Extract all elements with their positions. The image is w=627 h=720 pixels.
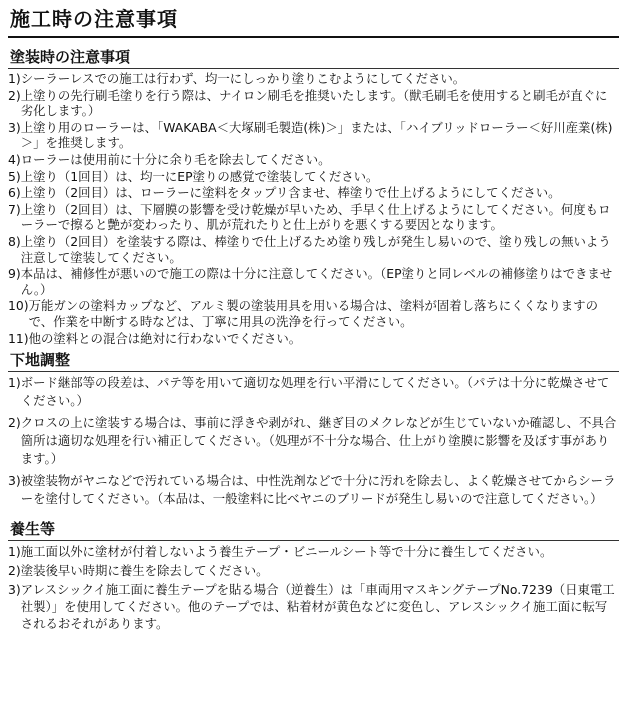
item-number: 3) [8,582,21,598]
item-text: 万能ガンの塗料カップなど、アルミ製の塗装用具を用いる場合は、塗料が固着し落ちにくくなりますので、作業を中断する時などは、丁寧に用具の洗浄を行ってください。 [28,298,598,329]
list-item [8,152,619,168]
section-header: 養生等 [10,520,56,539]
item-number: 5) [8,168,21,184]
item-text: 本品は、補修性が悪いので施工の際は十分に注意してください。（EP塗りと同レベルの補修塗りはできません。） [20,266,613,297]
item-number: 2) [8,415,21,431]
item-number: 3) [8,119,21,135]
list-item [8,331,619,347]
item-text: 他の塗料との混合は絶対に行わないでください。 [28,330,302,346]
item-number: 9) [8,266,21,282]
list-item [8,581,619,632]
item-text: 上塗り（2回目）は、ローラーに塗料をタップリ含ませ、棒塗りで仕上げるようにしてください。 [20,185,561,201]
item-number: 1) [8,375,21,391]
item-number: 6) [8,185,21,201]
list-item [8,202,619,233]
document-title: 施工時の注意事項 [10,7,178,31]
list-item [8,543,619,560]
item-number: 1) [8,544,21,560]
section-substrate-preparation [8,349,619,508]
item-text: ローラーは使用前に十分に余り毛を除去してください。 [20,151,331,167]
item-number: 3) [8,473,21,489]
list-item [8,88,619,119]
item-text: クロスの上に塗装する場合は、事前に浮きや剥がれ、継ぎ目のメクレなどが生じていないか確認し、不具合箇所は適切な処理を行い補正してください。（処理が不十分な場合、仕上がり塗膜に影響を及ぼす事があります。） [20,415,617,467]
list-item [8,414,619,468]
item-number: 11) [8,330,29,346]
list-item [8,71,619,87]
section-painting-precautions [8,46,619,346]
item-number: 2) [8,87,21,103]
title-divider [8,36,619,38]
list-item [8,185,619,201]
item-text: 上塗り（2回目）を塗装する際は、棒塗りで仕上げるため塗り残しが発生し易いので、塗り残しの無いよう注意して塗装してください。 [20,233,611,265]
item-text: アレスシックイ施工面に養生テープを貼る場合（逆養生）は「車両用マスキングテープNo.7239（日東電工社製）」を使用してください。他のテープでは、粘着材が黄色などに変色し、アレスシックイ施工面に転写されるおそれがあります。 [20,582,615,632]
item-number: 2) [8,563,21,579]
item-text: 上塗りの先行刷毛塗りを行う際は、ナイロン刷毛を推奨いたします。（獣毛刷毛を使用すると刷毛が直ぐに劣化します。） [20,87,608,119]
section-header: 塗装時の注意事項 [10,48,131,66]
list-item [8,472,619,508]
list-item [8,266,619,297]
item-number: 4) [8,151,21,167]
item-text: 塗装後早い時期に養生を除去してください。 [20,563,269,579]
section-header: 下地調整 [10,351,71,370]
item-text: シーラーレスでの施工は行わず、均一にしっかり塗りこむようにしてください。 [20,71,466,86]
item-text: 被塗装物がヤニなどで汚れている場合は、中性洗剤などで十分に汚れを除去し、よく乾燥させてからシーラーを塗付してください。（本品は、一般塗料に比べヤニのブリードが発生し易いので注意してください。） [20,473,616,507]
list-item [8,120,619,151]
list-item [8,298,619,329]
section-divider [8,540,619,541]
list-item [8,374,619,410]
item-number: 8) [8,233,21,249]
item-number: 7) [8,201,21,217]
item-text: 上塗り（2回目）は、下層膜の影響を受け乾燥が早いため、手早く仕上げるようにしてください。何度もローラーで擦ると艶が変わったり、肌が荒れたりと仕上がりを悪くする要因となります。 [20,201,611,233]
list-item [8,169,619,185]
item-text: ボード継部等の段差は、パテ等を用いて適切な処理を行い平滑にしてください。（パテは十分に乾燥させてください。） [20,375,610,409]
section-masking [8,518,619,632]
section-divider [8,371,619,372]
list-item [8,562,619,579]
item-text: 施工面以外に塗材が付着しないよう養生テープ・ビニールシート等で十分に養生してください。 [20,544,553,560]
section-divider [8,68,619,69]
list-item [8,234,619,265]
item-number: 1) [8,71,21,86]
item-text: 上塗り用のローラーは、「WAKABA＜大塚刷毛製造(株)＞」または、「ハイブリッドローラー＜好川産業(株)＞」を推奨します。 [20,119,613,151]
item-number: 10) [8,298,29,314]
item-text: 上塗り（1回目）は、均一にEP塗りの感覚で塗装してください。 [20,168,379,184]
